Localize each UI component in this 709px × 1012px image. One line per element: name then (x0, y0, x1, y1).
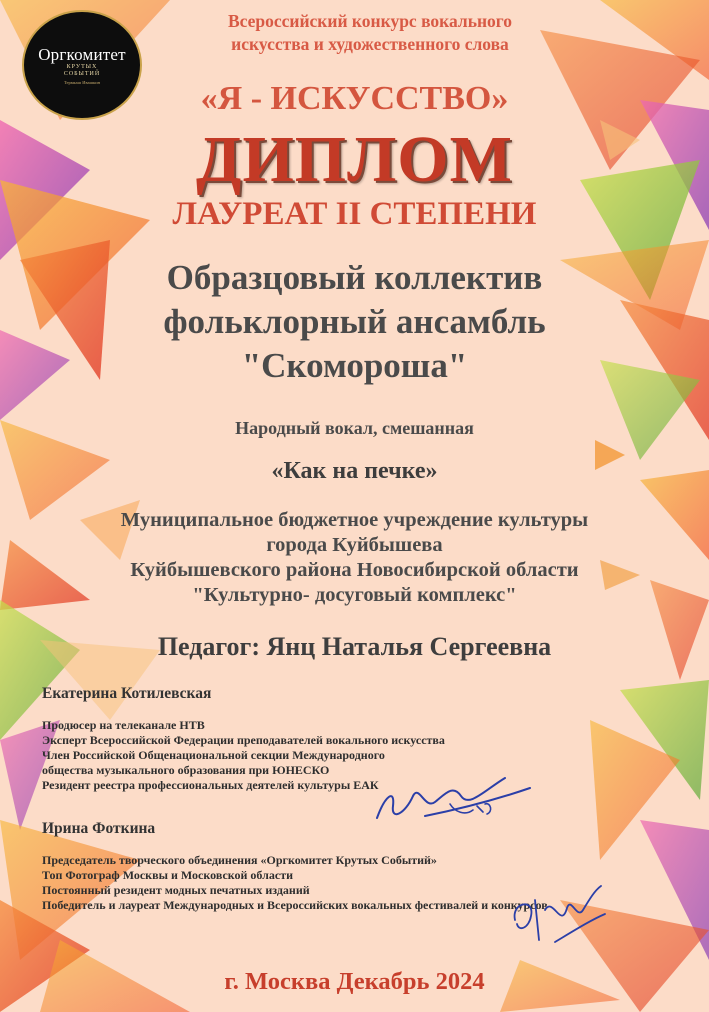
contest-title (160, 10, 580, 56)
judge-2-line-1: Председатель творческого объединения «Оргкомитет Крутых Событий» (42, 853, 437, 867)
contest-line-2: искусства и художественного слова (231, 34, 509, 54)
logo-sub-text-2: СОБЫТИЙ (63, 70, 101, 77)
judge-2-line-2: Топ Фотограф Москвы и Московской области (42, 868, 294, 882)
logo-main-text: Оргкомитет (38, 44, 126, 64)
nomination: Народный вокал, смешанная (235, 418, 474, 438)
teacher-name: Педагог: Янц Наталья Сергеевна (157, 632, 552, 661)
judge-2-name: Ирина Фоткина (42, 820, 156, 837)
diploma-title: ДИПЛОМ (196, 123, 513, 196)
judge-1-line-5: Резидент реестра профессиональных деятелей культуры ЕАК (42, 778, 379, 792)
location-date: г. Москва Декабрь 2024 (224, 968, 485, 995)
judge-1-line-2: Эксперт Всероссийской Федерации преподавателей вокального искусства (42, 733, 445, 747)
participant-name (0, 256, 709, 388)
participant-line-2: фольклорный ансамбль (163, 302, 546, 341)
judge-1-name: Екатерина Котилевская (42, 685, 212, 702)
institution (0, 508, 709, 608)
judge-2-credentials (42, 853, 548, 913)
institution-line-2: города Куйбышева (266, 534, 443, 556)
judge-1-line-3: Член Российской Общенациональной секции Международного (42, 748, 385, 762)
work-title: «Как на печке» (271, 458, 438, 484)
logo-sub-text-1: КРУТЫХ (66, 63, 98, 70)
participant-line-3: "Скомороша" (241, 346, 468, 385)
judge-1-line-4: общества музыкального образования при ЮНЕСКО (42, 763, 330, 777)
judge-1-line-1: Продюсер на телеканале НТВ (42, 718, 205, 732)
judge-2-line-4: Победитель и лауреат Международных и Всероссийских вокальных фестивалей и конкурсов (42, 898, 548, 912)
institution-line-1: Муниципальное бюджетное учреждение культуры (120, 509, 589, 531)
participant-line-1: Образцовый коллектив (166, 258, 543, 297)
logo-small-text: Термкаш Ивашкин (63, 79, 101, 85)
judge-2-line-3: Постоянный резидент модных печатных изданий (42, 883, 310, 897)
contest-line-1: Всероссийский конкурс вокального (227, 11, 513, 31)
institution-line-4: "Культурно- досуговый комплекс" (192, 584, 517, 606)
institution-line-3: Куйбышевского района Новосибирской области (130, 559, 579, 581)
contest-name: «Я - ИСКУССТВО» (200, 80, 509, 117)
judge-1-signature (365, 766, 535, 836)
judge-2-signature (505, 880, 615, 950)
laureate-degree: ЛАУРЕАТ II СТЕПЕНИ (172, 196, 537, 232)
